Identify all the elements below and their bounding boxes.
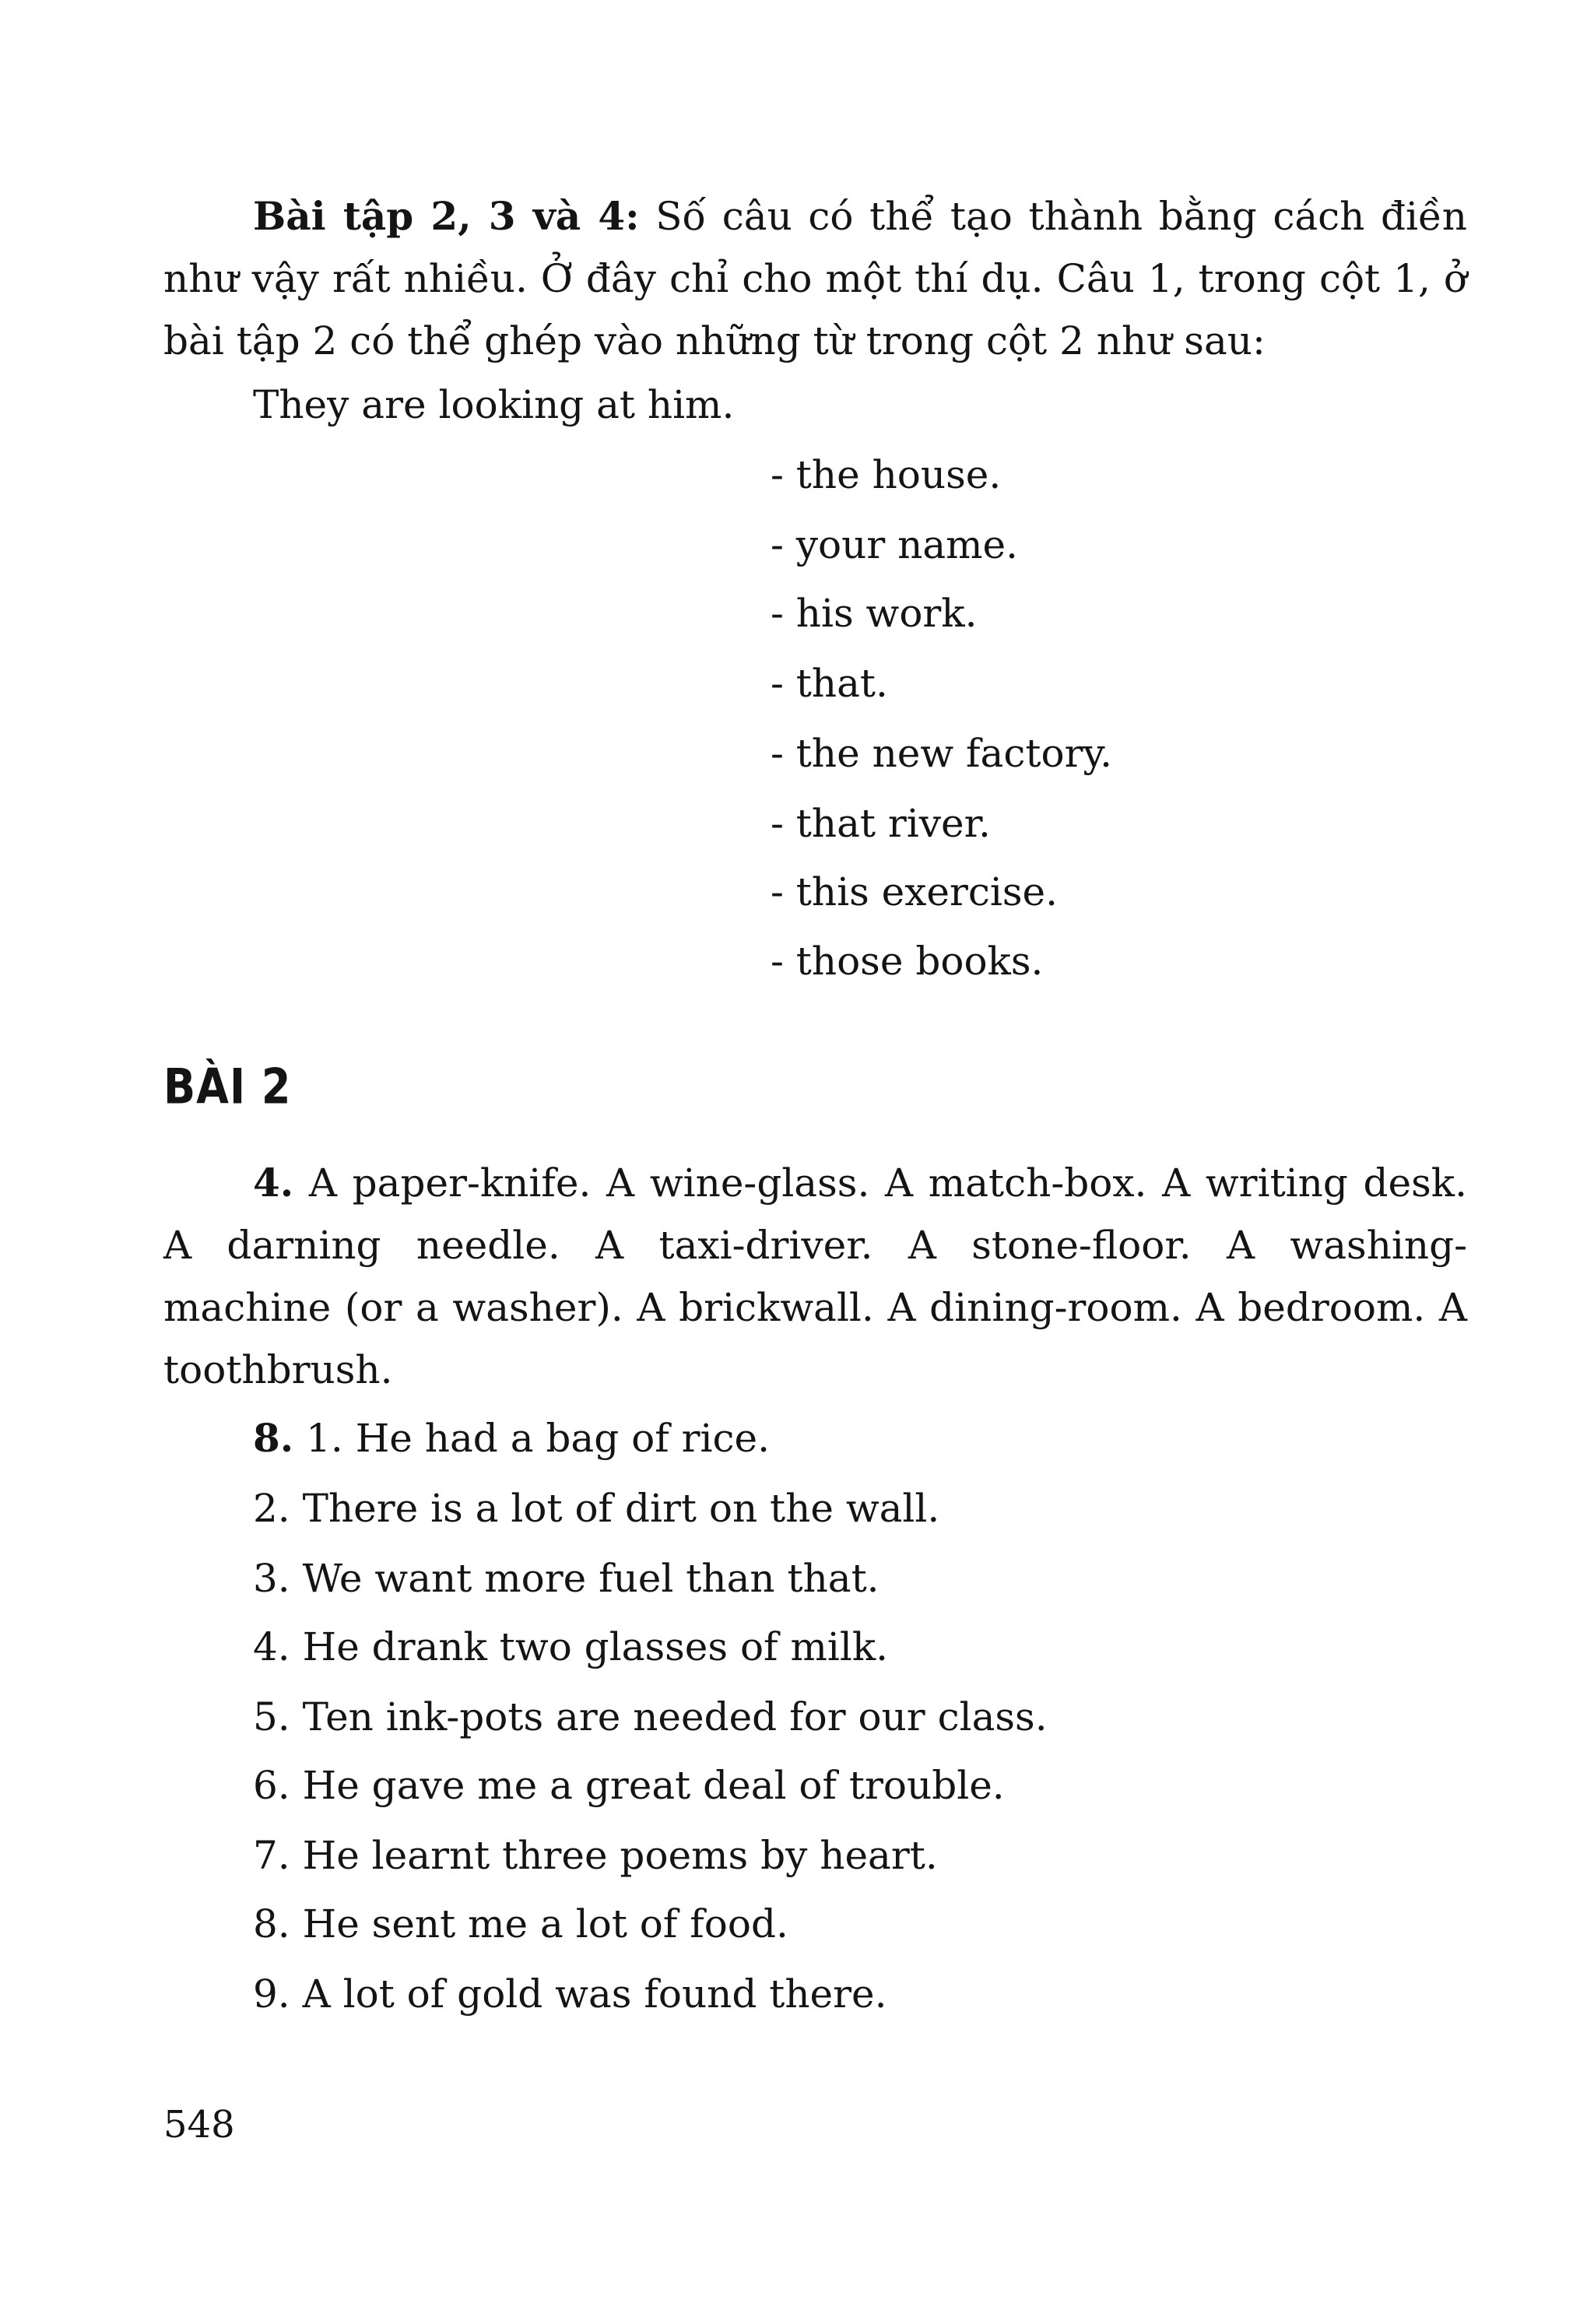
exercise4-line-4: toothbrush.	[163, 1347, 393, 1392]
exercise8-item: 3. We want more fuel than that.	[253, 1556, 880, 1601]
exercise8-item: 2. There is a lot of dirt on the wall.	[253, 1486, 940, 1531]
exercise4-line-3: machine (or a washer). A brickwall. A dining-room. A bedroom. A	[163, 1285, 1467, 1330]
exercise8-number: 8.	[253, 1415, 294, 1461]
exercise8-item: 6. He gave me a great deal of trouble.	[253, 1763, 1005, 1808]
intro-text: Số câu có thể tạo thành bằng cách điền	[655, 194, 1467, 239]
completion-item: - that river.	[771, 801, 991, 846]
intro-line-3: bài tập 2 có thể ghép vào những từ trong cột 2 như sau:	[163, 318, 1266, 363]
exercise4-number: 4.	[253, 1160, 294, 1206]
exercise8-item: 1. He had a bag of rice.	[306, 1416, 771, 1461]
page-number: 548	[163, 2103, 235, 2147]
exercise8-item: 4. He drank two glasses of milk.	[253, 1624, 889, 1669]
completion-item: - the new factory.	[771, 731, 1112, 776]
completion-item: - this exercise.	[771, 869, 1059, 915]
completion-item: - that.	[771, 661, 888, 706]
completion-item: - the house.	[771, 452, 1002, 497]
exercise4-line-1	[253, 1160, 1467, 1206]
completion-item: - your name.	[771, 522, 1019, 567]
exercise8-item: 9. A lot of gold was found there.	[253, 1971, 887, 2017]
completion-item: - those books.	[771, 939, 1044, 984]
example-sentence: They are looking at him.	[253, 382, 735, 427]
exercise8-item: 8. He sent me a lot of food.	[253, 1901, 788, 1947]
completion-item: - his work.	[771, 591, 978, 636]
exercise8-item: 7. He learnt three poems by heart.	[253, 1833, 938, 1878]
section-heading: BÀI 2	[163, 1058, 292, 1115]
exercise8-line-1	[253, 1415, 770, 1462]
exercise4-line-2: A darning needle. A taxi-driver. A stone-floor. A washing-	[163, 1223, 1467, 1268]
intro-line-2: như vậy rất nhiều. Ở đây chỉ cho một thí dụ. Câu 1, trong cột 1, ở	[163, 256, 1467, 301]
intro-line-1	[253, 193, 1467, 240]
intro-label: Bài tập 2, 3 và 4:	[253, 193, 640, 239]
exercise4-text: A paper-knife. A wine-glass. A match-box. A writing desk.	[308, 1160, 1467, 1206]
exercise8-item: 5. Ten ink-pots are needed for our class.	[253, 1694, 1048, 1739]
